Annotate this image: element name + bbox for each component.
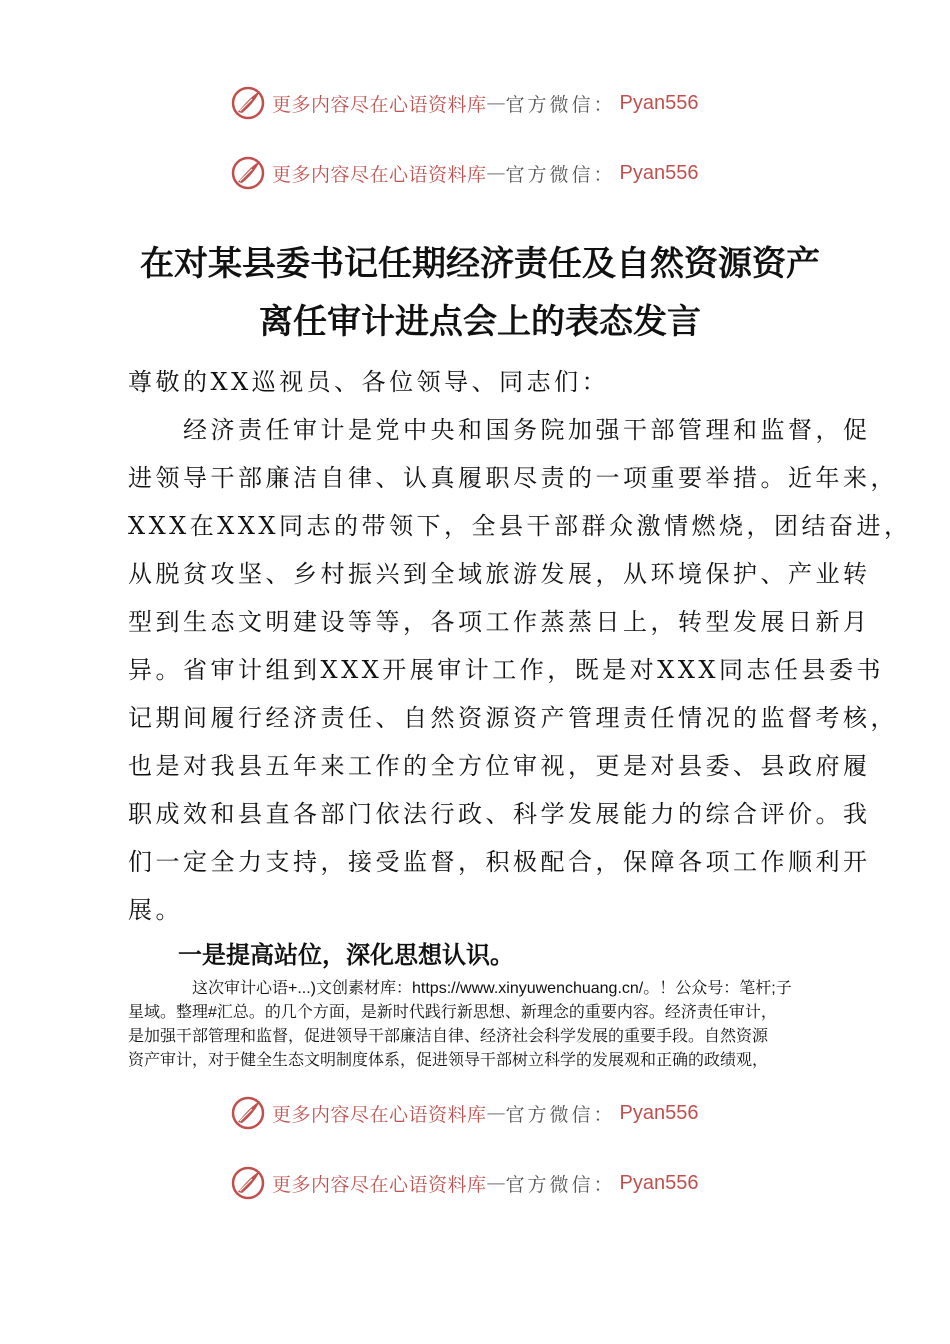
paragraph-line: 展。 xyxy=(128,896,183,924)
small-paragraph-line: 是加强干部管理和监督，促进领导干部廉洁自律、经济社会科学发展的重要手段。自然资源 xyxy=(128,1028,769,1045)
salutation: 尊敬的XX巡视员、各位领导、同志们： xyxy=(128,368,610,396)
watermark-wechat-id: Pyan556 xyxy=(619,1101,699,1124)
quill-logo-icon xyxy=(230,85,266,121)
paragraph-line: 职成效和县直各部门依法行政、科学发展能力的综合评价。我 xyxy=(128,800,871,828)
paragraph-line: 异。省审计组到XXX开展审计工作，既是对XXX同志任县委书 xyxy=(128,656,885,684)
paragraph-line: 从脱贫攻坚、乡村振兴到全域旅游发展，从环境保护、产业转 xyxy=(128,560,871,588)
section-heading: 一是提高站位，深化思想认识。 xyxy=(178,941,514,969)
watermark-wechat-label: 官方微信： xyxy=(505,163,616,186)
watermark-wechat-label: 官方微信： xyxy=(505,93,616,116)
paragraph-line: 型到生态文明建设等等，各项工作蒸蒸日上，转型发展日新月 xyxy=(128,608,871,636)
watermark-brand: 更多内容尽在心语资料库 xyxy=(272,1173,487,1196)
watermark-brand: 更多内容尽在心语资料库 xyxy=(272,1103,487,1126)
paragraph-line: 们一定全力支持，接受监督，积极配合，保障各项工作顺利开 xyxy=(128,848,871,876)
title-line-1: 在对某县委书记任期经济责任及自然资源资产 xyxy=(140,244,820,284)
title-line-2: 离任审计进点会上的表态发言 xyxy=(259,302,701,342)
small-paragraph-line: 这次审计心语+...)文创素材库：https://www.xinyuwenchuang.cn/。！公众号：笔杆;子 xyxy=(128,980,792,997)
watermark-wechat-label: 官方微信： xyxy=(505,1173,616,1196)
watermark-dash: — xyxy=(486,92,506,114)
watermark-wechat-id: Pyan556 xyxy=(619,161,699,184)
quill-logo-icon xyxy=(230,1165,266,1201)
watermark-dash: — xyxy=(486,1172,506,1194)
small-paragraph-line: 资产审计，对于健全生态文明制度体系，促进领导干部树立科学的发展观和正确的政绩观， xyxy=(128,1052,769,1069)
watermark-dash: — xyxy=(486,162,506,184)
paragraph-line: 记期间履行经济责任、自然资源资产管理责任情况的监督考核， xyxy=(128,704,898,732)
paragraph-line: 进领导干部廉洁自律、认真履职尽责的一项重要举措。近年来， xyxy=(128,464,898,492)
small-paragraph-line: 星域。整理#汇总。的几个方面，是新时代践行新思想、新理念的重要内容。经济责任审计， xyxy=(128,1004,777,1021)
watermark-dash: — xyxy=(486,1102,506,1124)
watermark-wechat-label: 官方微信： xyxy=(505,1103,616,1126)
quill-logo-icon xyxy=(230,155,266,191)
quill-logo-icon xyxy=(230,1095,266,1131)
document-title xyxy=(90,235,870,351)
paragraph-line: 也是对我县五年来工作的全方位审视，更是对县委、县政府履 xyxy=(128,752,871,780)
watermark-wechat-id: Pyan556 xyxy=(619,91,699,114)
paragraph-line: 经济责任审计是党中央和国务院加强干部管理和监督，促 xyxy=(128,416,871,444)
watermark-banner xyxy=(230,153,699,193)
watermark-brand: 更多内容尽在心语资料库 xyxy=(272,93,487,116)
watermark-banner xyxy=(230,83,699,123)
watermark-banner xyxy=(230,1093,699,1133)
watermark-wechat-id: Pyan556 xyxy=(619,1171,699,1194)
watermark-banner xyxy=(230,1163,699,1203)
watermark-brand: 更多内容尽在心语资料库 xyxy=(272,163,487,186)
paragraph-line: XXX在XXX同志的带领下，全县干部群众激情燃烧，团结奋进， xyxy=(128,512,912,540)
